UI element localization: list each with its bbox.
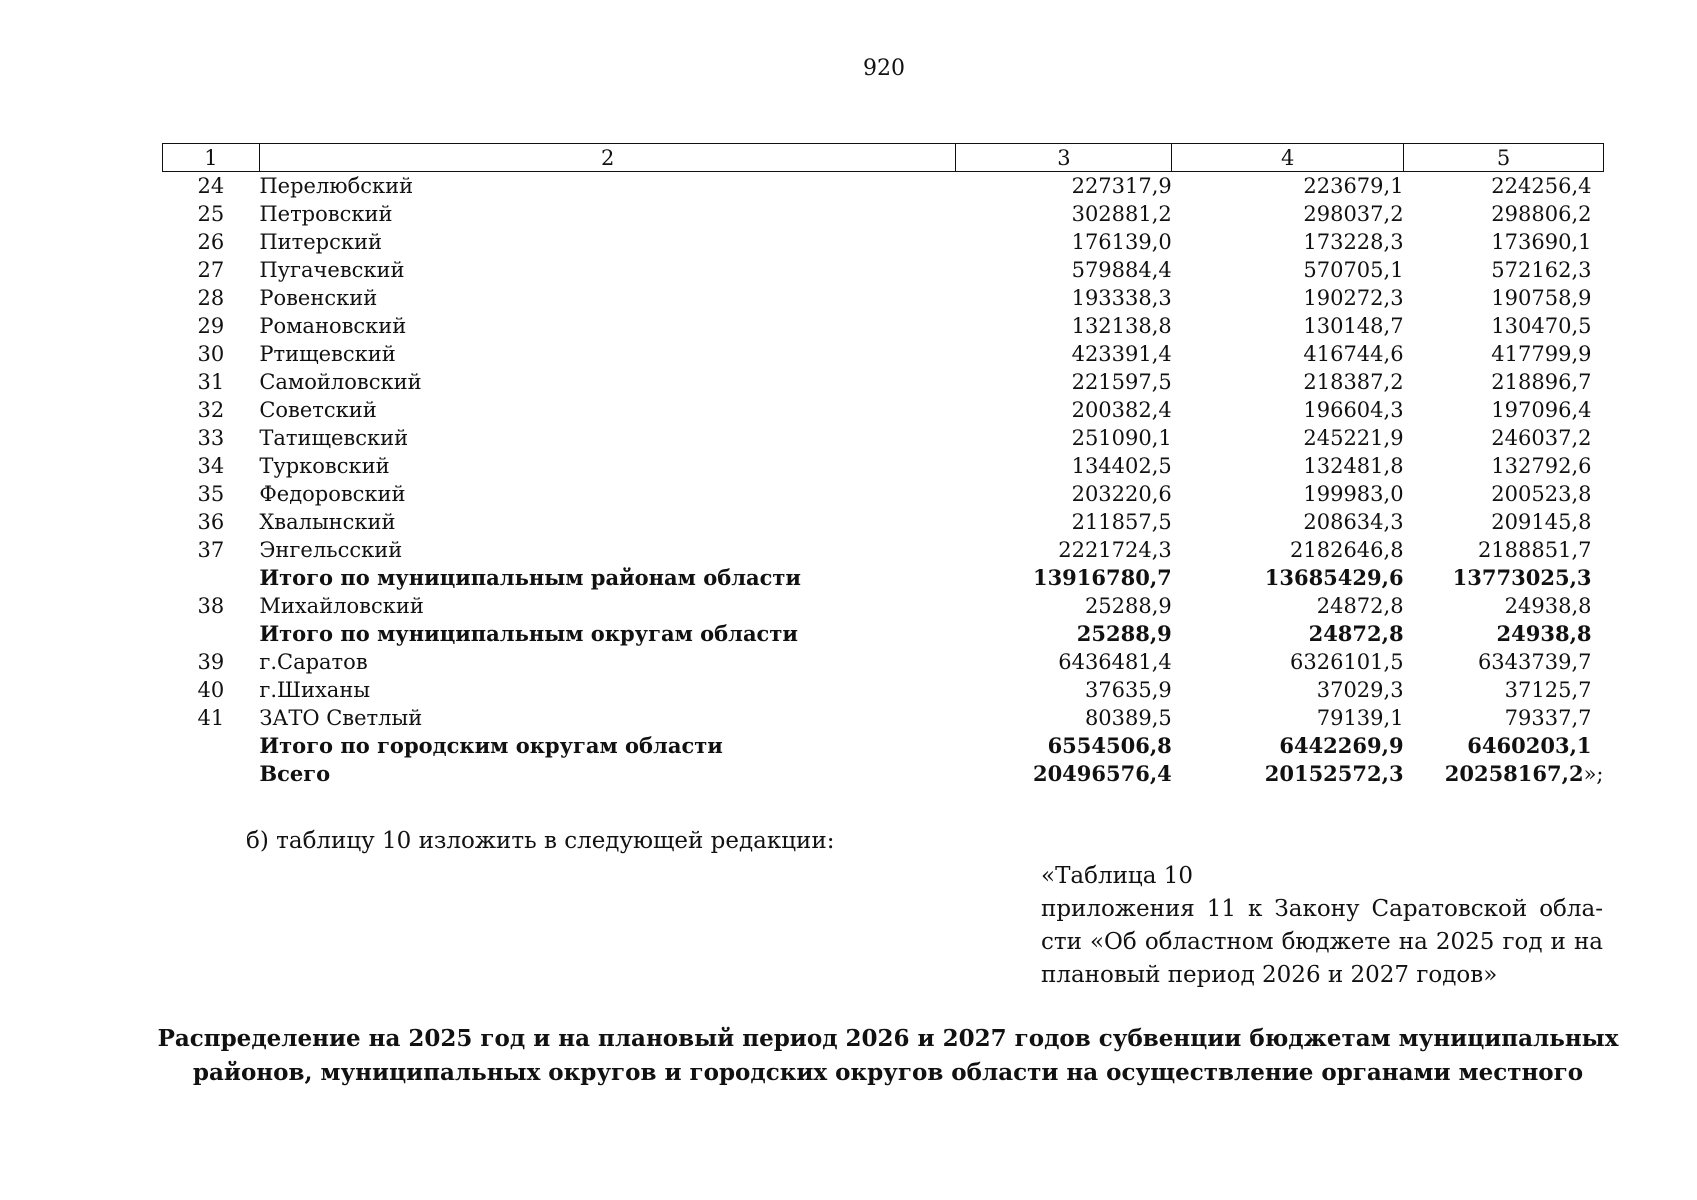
value-col-3: 193338,3 [1071,286,1172,310]
table-row [163,508,1604,536]
value-col-3: 80389,5 [1084,706,1172,730]
section-title-line-2: районов, муниципальных округов и городских округов области на осуществление органами местного [192,1059,1584,1086]
row-number: 28 [197,286,225,310]
table-row [163,536,1604,564]
value-col-5: 209145,8 [1491,510,1592,534]
value-col-5: 132792,6 [1491,454,1592,478]
value-col-4: 190272,3 [1303,286,1404,310]
row-number: 34 [197,454,225,478]
row-number: 38 [197,594,225,618]
value-col-4: 298037,2 [1303,202,1404,226]
column-header-4: 4 [1172,144,1404,172]
municipality-name: ЗАТО Светлый [259,706,423,730]
value-col-4: 173228,3 [1303,230,1404,254]
value-col-3: 176139,0 [1071,230,1172,254]
table-header-row [163,144,1604,172]
value-col-3: 203220,6 [1071,482,1172,506]
value-col-5: 190758,9 [1491,286,1592,310]
value-col-4: 6326101,5 [1290,650,1404,674]
row-number: 40 [197,678,225,702]
value-col-3: 423391,4 [1071,342,1172,366]
closing-quote: »; [1583,762,1604,786]
value-col-5: 13773025,3 [1452,565,1592,590]
value-col-4: 20152572,3 [1264,761,1404,786]
table-row [163,228,1604,256]
table-row [163,424,1604,452]
municipality-name: Федоровский [259,482,406,506]
value-col-3: 6436481,4 [1058,650,1172,674]
table-row [163,592,1604,620]
table-reference-line-1: «Таблица 10 [1041,863,1193,889]
column-header-3: 3 [956,144,1172,172]
value-col-4: 199983,0 [1303,482,1404,506]
value-col-4: 37029,3 [1316,678,1404,702]
table-row [163,172,1604,201]
municipality-name: Романовский [259,314,407,338]
table-row [163,340,1604,368]
table-row-total [163,564,1604,592]
municipality-name: Петровский [259,202,393,226]
table-row [163,396,1604,424]
table-reference [1041,860,1603,992]
value-col-5: 6343739,7 [1477,650,1592,674]
row-number: 29 [197,314,225,338]
row-number: 27 [197,258,225,282]
municipality-name: Ровенский [259,286,378,310]
amendment-text: б) таблицу 10 изложить в следующей редакции: [246,828,835,854]
value-col-5: 79337,7 [1504,706,1592,730]
value-col-3: 251090,1 [1071,426,1172,450]
value-col-4: 196604,3 [1303,398,1404,422]
municipality-name: Итого по муниципальным округам области [259,621,798,646]
section-title-line-1: Распределение на 2025 год и на плановый период 2026 и 2027 годов субвенции бюджетам муниципальных [157,1025,1619,1052]
value-col-4: 416744,6 [1303,342,1404,366]
row-number [163,760,260,788]
table-row [163,704,1604,732]
row-number [163,620,260,648]
value-col-3: 25288,9 [1084,594,1172,618]
table-row [163,368,1604,396]
municipality-name: Итого по муниципальным районам области [259,565,802,590]
value-col-5: 24938,8 [1496,621,1592,646]
value-col-3: 134402,5 [1071,454,1172,478]
table-row [163,256,1604,284]
municipality-name: Ртищевский [259,342,396,366]
value-col-3: 132138,8 [1071,314,1172,338]
row-number: 41 [197,706,225,730]
value-col-3: 211857,5 [1071,510,1172,534]
row-number: 33 [197,426,225,450]
row-number: 36 [197,510,225,534]
table-row [163,480,1604,508]
value-col-3: 227317,9 [1071,174,1172,198]
value-col-5: 130470,5 [1491,314,1592,338]
row-number: 24 [197,174,225,198]
row-number: 26 [197,230,225,254]
value-col-3: 25288,9 [1076,621,1172,646]
value-col-5: 200523,8 [1491,482,1592,506]
budget-table [162,143,1604,788]
table-row [163,452,1604,480]
table-row-total [163,620,1604,648]
table-row [163,284,1604,312]
value-col-3: 200382,4 [1071,398,1172,422]
value-col-4: 24872,8 [1316,594,1404,618]
row-number: 31 [197,370,225,394]
value-col-3: 221597,5 [1071,370,1172,394]
value-col-3: 13916780,7 [1032,565,1172,590]
value-col-5: 298806,2 [1491,202,1592,226]
municipality-name: г.Саратов [259,650,368,674]
row-number: 35 [197,482,225,506]
row-number: 30 [197,342,225,366]
value-col-4: 13685429,6 [1264,565,1404,590]
value-col-5: 173690,1 [1491,230,1592,254]
table-reference-line-4: плановый период 2026 и 2027 годов» [1041,962,1498,988]
municipality-name: Всего [259,761,331,786]
value-col-5: 572162,3 [1491,258,1592,282]
value-col-5: 2188851,7 [1477,538,1592,562]
value-col-5: 24938,8 [1504,594,1592,618]
column-header-5: 5 [1404,144,1604,172]
municipality-name: Турковский [259,454,390,478]
municipality-name: г.Шиханы [259,678,371,702]
value-col-4: 6442269,9 [1279,733,1404,758]
municipality-name: Итого по городским округам области [259,733,723,758]
table-row [163,312,1604,340]
value-col-4: 2182646,8 [1290,538,1404,562]
value-col-3: 579884,4 [1071,258,1172,282]
value-col-3: 2221724,3 [1058,538,1172,562]
value-col-5: 246037,2 [1491,426,1592,450]
value-col-5: 197096,4 [1491,398,1592,422]
value-col-4: 223679,1 [1303,174,1404,198]
municipality-name: Энгельсский [259,538,403,562]
municipality-name: Перелюбский [259,174,414,198]
value-col-5 [1404,760,1604,788]
table-row-total [163,760,1604,788]
value-col-3: 37635,9 [1084,678,1172,702]
value-col-4: 79139,1 [1316,706,1404,730]
value-col-5: 224256,4 [1491,174,1592,198]
value-col-4: 130148,7 [1303,314,1404,338]
value-col-5-text: 20258167,2 [1444,761,1584,786]
table-body [163,172,1604,789]
value-col-4: 208634,3 [1303,510,1404,534]
value-col-4: 245221,9 [1303,426,1404,450]
value-col-3: 6554506,8 [1047,733,1172,758]
municipality-name: Питерский [259,230,383,254]
municipality-name: Хвалынский [259,510,396,534]
municipality-name: Михайловский [259,594,424,618]
value-col-4: 218387,2 [1303,370,1404,394]
column-header-1: 1 [163,144,260,172]
value-col-5: 417799,9 [1491,342,1592,366]
table-row-total [163,732,1604,760]
table-row [163,676,1604,704]
page-number: 920 [863,56,905,81]
value-col-3: 20496576,4 [1032,761,1172,786]
table-reference-line-2: приложения 11 к Закону Саратовской обла- [1041,896,1603,922]
municipality-name: Татищевский [259,426,409,450]
value-col-4: 132481,8 [1303,454,1404,478]
row-number [163,564,260,592]
column-header-2: 2 [259,144,956,172]
value-col-4: 24872,8 [1308,621,1404,646]
row-number: 25 [197,202,225,226]
value-col-3: 302881,2 [1071,202,1172,226]
municipality-name: Самойловский [259,370,422,394]
row-number: 39 [197,650,225,674]
section-title [150,1022,1626,1090]
table-row [163,200,1604,228]
value-col-4: 570705,1 [1303,258,1404,282]
value-col-5: 218896,7 [1491,370,1592,394]
row-number: 32 [197,398,225,422]
row-number [163,732,260,760]
value-col-5: 6460203,1 [1467,733,1592,758]
municipality-name: Пугачевский [259,258,405,282]
table-row [163,648,1604,676]
value-col-5: 37125,7 [1504,678,1592,702]
row-number: 37 [197,538,225,562]
municipality-name: Советский [259,398,377,422]
table-reference-line-3: сти «Об областном бюджете на 2025 год и на [1041,929,1603,955]
